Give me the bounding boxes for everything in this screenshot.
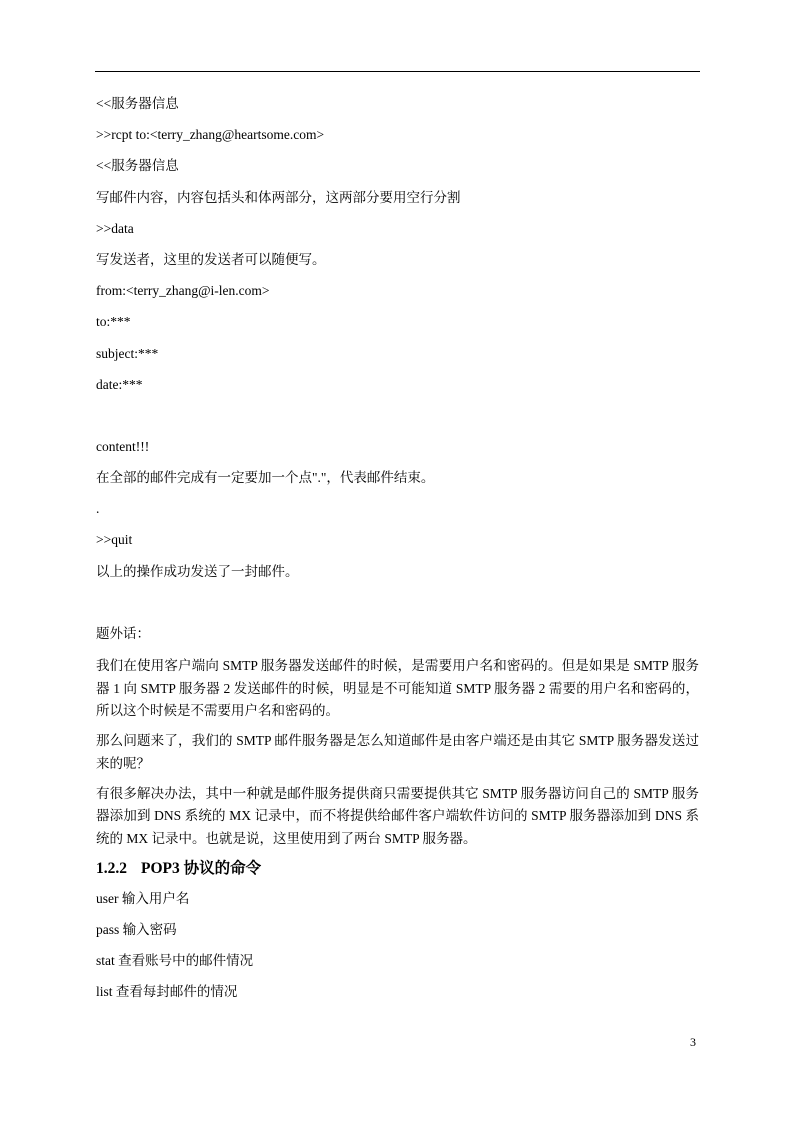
blank-line xyxy=(96,406,699,437)
command-line: user 输入用户名 xyxy=(96,890,190,906)
paragraph: 有很多解决办法，其中一种就是邮件服务提供商只需要提供其它 SMTP 服务器访问自己的 SMTP 服务器添加到 DNS 系统的 MX 记录中，而不将提供给邮件客户端软件访问的 SMTP 服务器添加到 DNS 系统的 MX 记录中。也就是说，这里使用到了两台 SMTP 服务器。 xyxy=(96,785,699,846)
text-line: 在全部的邮件完成有一定要加一个点"."，代表邮件结束。 xyxy=(96,470,435,486)
text-line: >>rcpt to:<terry_zhang@heartsome.com> xyxy=(96,127,325,143)
text-line: content!!! xyxy=(96,438,150,454)
page-content xyxy=(96,94,699,1013)
section-number: 1.2.2 xyxy=(96,859,127,877)
text-line: subject:*** xyxy=(96,345,159,361)
text-line: . xyxy=(96,501,100,517)
text-line: to:*** xyxy=(96,314,131,330)
text-line: >>data xyxy=(96,220,134,236)
text-line: >>quit xyxy=(96,532,133,548)
text-line: <<服务器信息 xyxy=(96,96,179,111)
command-line: list 查看每封邮件的情况 xyxy=(96,984,238,1000)
text-line: 以上的操作成功发送了一封邮件。 xyxy=(96,563,299,579)
text-line: 写发送者，这里的发送者可以随便写。 xyxy=(96,251,326,267)
command-line: pass 输入密码 xyxy=(96,921,177,937)
text-line: date:*** xyxy=(96,376,143,392)
header-rule xyxy=(95,71,700,72)
section-title: POP3 协议的命令 xyxy=(141,859,262,877)
aside-title: 题外话： xyxy=(96,625,150,641)
text-line: from:<terry_zhang@i-len.com> xyxy=(96,283,270,299)
text-line: 写邮件内容，内容包括头和体两部分，这两部分要用空行分割 xyxy=(96,189,461,205)
paragraph: 我们在使用客户端向 SMTP 服务器发送邮件的时候，是需要用户名和密码的。但是如果是 SMTP 服务器 1 向 SMTP 服务器 2 发送邮件的时候，明显是不可能知道 SMTP 服务器 2 需要的用户名和密码的，所以这个时候是不需要用户名和密码的。 xyxy=(96,658,699,718)
section-heading xyxy=(96,858,699,880)
paragraph: 那么问题来了，我们的 SMTP 邮件服务器是怎么知道邮件是由客户端还是由其它 SMTP 服务器发送过来的呢？ xyxy=(96,733,699,771)
blank-line xyxy=(96,593,699,624)
text-line: <<服务器信息 xyxy=(96,158,179,174)
command-line: stat 查看账号中的邮件情况 xyxy=(96,952,254,968)
page-number: 3 xyxy=(690,1035,696,1049)
